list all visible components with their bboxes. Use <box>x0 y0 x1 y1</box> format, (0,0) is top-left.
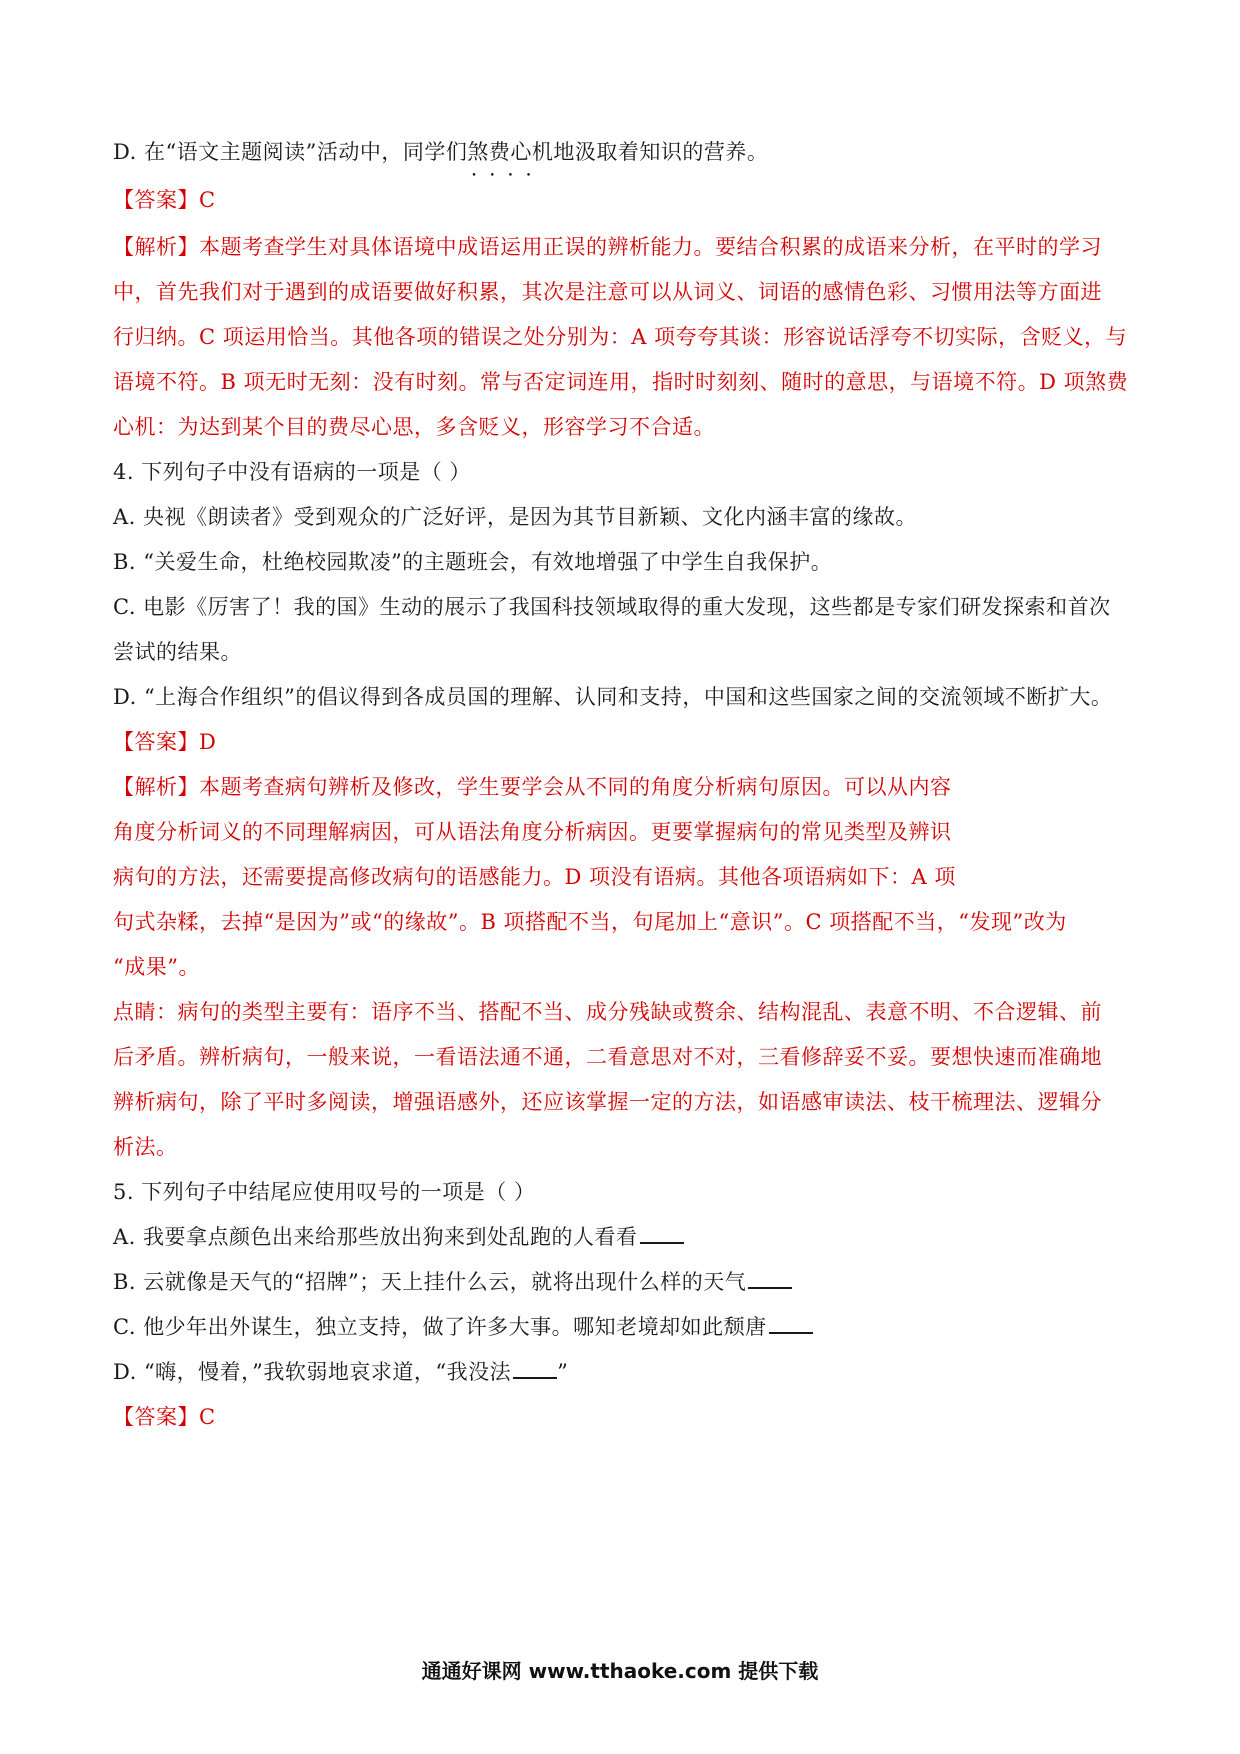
q3-analysis-line-5: 心机：为达到某个目的费尽心思，多含贬义，形容学习不合适。 <box>113 415 715 439</box>
q4-tip-line-4: 析法。 <box>113 1135 178 1159</box>
q3-option-d-pre: D. 在“语文主题阅读”活动中，同学们 <box>113 140 468 164</box>
q5-answer: 【答案】C <box>113 1405 216 1429</box>
q5-option-d <box>113 1357 568 1387</box>
q5-option-d-text: D. “嗨，慢着，”我软弱地哀求道，“我没法 <box>113 1360 512 1384</box>
q4-option-c-line-2: 尝试的结果。 <box>113 640 242 664</box>
q3-answer: 【答案】C <box>113 188 216 212</box>
q3-analysis-line-4: 语境不符。B 项无时无刻：没有时刻。常与否定词连用，指时时刻刻、随时的意思，与语境不符。D 项煞费 <box>113 370 1129 394</box>
q3-option-d <box>113 137 768 167</box>
q5-option-b <box>113 1267 792 1297</box>
q4-option-a: A. 央视《朗读者》受到观众的广泛好评，是因为其节目新颖、文化内涵丰富的缘故。 <box>113 505 918 529</box>
q5-option-a-text: A. 我要拿点颜色出来给那些放出狗来到处乱跑的人看看 <box>113 1225 638 1249</box>
q4-analysis-line-4: 句式杂糅，去掉“是因为”或“的缘故”。B 项搭配不当，句尾加上“意识”。C 项搭配不当，“发现”改为 <box>113 910 1067 934</box>
q4-tip-line-3: 辨析病句，除了平时多阅读，增强语感外，还应该掌握一定的方法，如语感审读法、枝干梳理法、逻辑分 <box>113 1090 1102 1114</box>
q4-tip-line-1: 点睛：病句的类型主要有：语序不当、搭配不当、成分残缺或赘余、结构混乱、表意不明、不合逻辑、前 <box>113 1000 1102 1024</box>
q4-tip-line-2: 后矛盾。辨析病句，一般来说，一看语法通不通，二看意思对不对，三看修辞妥不妥。要想快速而准确地 <box>113 1045 1102 1069</box>
q5-option-a <box>113 1222 684 1252</box>
q5-option-b-text: B. 云就像是天气的“招牌”；天上挂什么云，就将出现什么样的天气 <box>113 1270 747 1294</box>
q4-option-d: D. “上海合作组织”的倡议得到各成员国的理解、认同和支持，中国和这些国家之间的交流领域不断扩大。 <box>113 685 1113 709</box>
page-footer: 通通好课网 www.tthaoke.com 提供下载 <box>421 1659 819 1683</box>
q4-answer: 【答案】D <box>113 730 217 754</box>
q3-analysis-line-3: 行归纳。C 项运用恰当。其他各项的错误之处分别为：A 项夸夸其谈：形容说话浮夸不切实际，含贬义，与 <box>113 325 1128 349</box>
q4-analysis-line-3: 病句的方法，还需要提高修改病句的语感能力。D 项没有语病。其他各项语病如下：A 项 <box>113 865 956 889</box>
q3-option-d-post: 地汲取着知识的营养。 <box>553 140 769 164</box>
q3-analysis-line-1: 【解析】本题考查学生对具体语境中成语运用正误的辨析能力。要结合积累的成语来分析，在平时的学习 <box>113 235 1102 259</box>
q4-analysis-line-1: 【解析】本题考查病句辨析及修改，学生要学会从不同的角度分析病句原因。可以从内容 <box>113 775 952 799</box>
q5-option-a-blank <box>640 1222 684 1244</box>
q5-option-d-end: ” <box>557 1360 569 1384</box>
q5-option-d-blank <box>513 1357 557 1379</box>
q5-question: 5. 下列句子中结尾应使用叹号的一项是（ ） <box>113 1180 536 1204</box>
q4-option-c-line-1: C. 电影《厉害了！我的国》生动的展示了我国科技领域取得的重大发现，这些都是专家们研发探索和首次 <box>113 595 1111 619</box>
q5-option-c <box>113 1312 813 1342</box>
q5-option-c-blank <box>769 1312 813 1334</box>
q4-question: 4. 下列句子中没有语病的一项是（ ） <box>113 460 471 484</box>
q5-option-c-text: C. 他少年出外谋生，独立支持，做了许多大事。哪知老境却如此颓唐 <box>113 1315 767 1339</box>
q3-emphasis-word: 煞费心机 • • <box>467 137 553 167</box>
q4-analysis-line-2: 角度分析词义的不同理解病因，可从语法角度分析病因。更要掌握病句的常见类型及辨识 <box>113 820 952 844</box>
q3-analysis-line-2: 中，首先我们对于遇到的成语要做好积累，其次是注意可以从词义、词语的感情色彩、习惯用法等方面进 <box>113 280 1102 304</box>
q4-analysis-line-5: “成果”。 <box>113 955 200 979</box>
q4-option-b: B. “关爱生命，杜绝校园欺凌”的主题班会，有效地增强了中学生自我保护。 <box>113 550 833 574</box>
q5-option-b-blank <box>748 1267 792 1289</box>
